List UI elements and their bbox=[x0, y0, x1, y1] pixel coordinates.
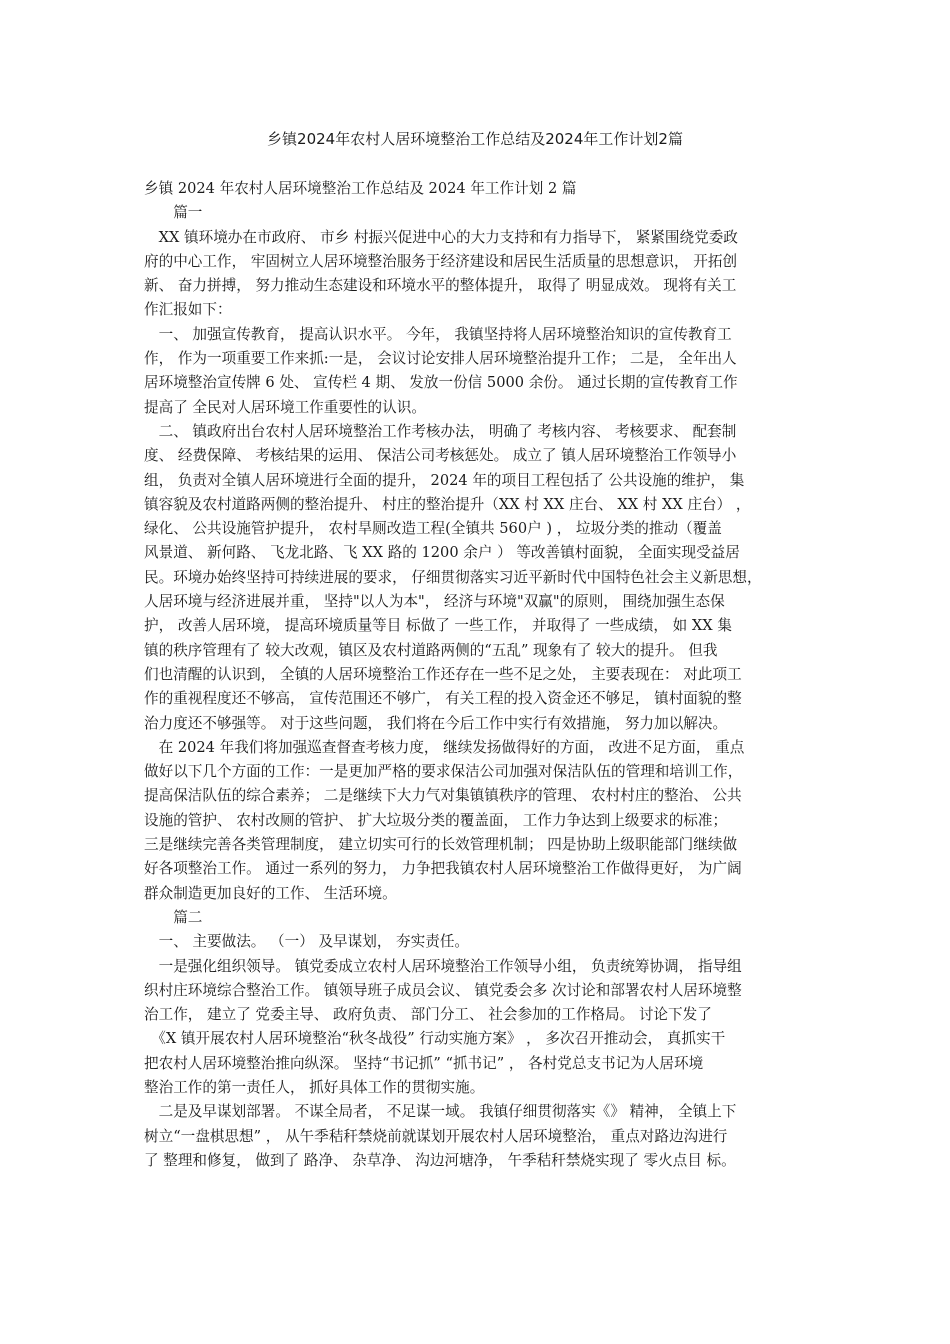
body-line: 一、 主要做法。 （一） 及早谋划， 夯实责任。 bbox=[144, 933, 470, 951]
body-line: 乡镇 2024 年农村人居环境整治工作总结及 2024 年工作计划 2 篇 bbox=[144, 180, 577, 197]
body-line: 新、 奋力拼搏， 努力推动生态建设和环境水平的整体提升， 取得了 明显成效。 现将有关工 bbox=[144, 277, 737, 295]
body-line: 提高了 全民对人居环境工作重要性的认识。 bbox=[144, 398, 426, 416]
body-line: 一是强化组织领导。 镇党委成立农村人居环境整治工作领导小组， 负责统筹协调， 指导组 bbox=[144, 957, 742, 975]
body-line: 绿化、 公共设施管护提升， 农村旱厕改造工程(全镇共 560户 ) ， 垃圾分类的推动（覆盖 bbox=[144, 520, 722, 538]
body-line: 们也清醒的认识到， 全镇的人居环境整治工作还存在一些不足之处， 主要表现在： 对此项工 bbox=[144, 665, 742, 683]
body-line: 篇一 bbox=[144, 204, 203, 222]
body-line: 镇的秩序管理有了 较大改观，镇区及农村道路两侧的“五乱” 现象有了 较大的提升。 但我 bbox=[144, 641, 718, 659]
body-line: 了 整理和修复， 做到了 路净、 杂草净、 沟边河塘净， 午季秸秆禁烧实现了 零火点目 标。 bbox=[144, 1151, 736, 1169]
body-line: 提高保洁队伍的综合素养； 二是继续下大力气对集镇镇秩序的管理、 农村村庄的整治、 公共 bbox=[144, 787, 742, 805]
body-line: 治工作， 建立了 党委主导、 政府负责、 部门分工、 社会参加的工作格局。 讨论下发了 bbox=[144, 1006, 712, 1024]
body-line: XX 镇环境办在市政府、 市乡 村振兴促进中心的大力支持和有力指导下， 紧紧围绕党委政 bbox=[144, 228, 738, 246]
body-line: 府的中心工作， 牢固树立人居环境整治服务于经济建设和居民生活质量的思想意识， 开拓创 bbox=[144, 252, 738, 270]
body-line: 篇二 bbox=[144, 908, 203, 926]
body-line: 把农村人居环境整治推向纵深。 坚持“书记抓” “抓书记” ， 各村党总支书记为人居环境 bbox=[144, 1054, 704, 1072]
body-line: 在 2024 年我们将加强巡查督查考核力度， 继续发扬做得好的方面， 改进不足方面， 重点 bbox=[144, 738, 745, 756]
body-line: 人居环境与经济进展并重， 坚持"以人为本"， 经济与环境"双赢"的原则， 围绕加强生态保 bbox=[144, 593, 725, 611]
body-line: 风景道、 新何路、 飞龙北路、飞 XX 路的 1200 余户 ） 等改善镇村面貌， 全面实现受益居 bbox=[144, 544, 740, 562]
body-line: 二是及早谋划部署。 不谋全局者， 不足谋一域。 我镇仔细贯彻落实《》 精神， 全镇上下 bbox=[144, 1103, 737, 1121]
document-title: 乡镇2024年农村人居环境整治工作总结及2024年工作计划2篇 bbox=[267, 130, 683, 148]
body-line: 三是继续完善各类管理制度， 建立切实可行的长效管理机制； 四是协助上级职能部门继续做 bbox=[144, 836, 738, 854]
body-line: 居环境整治宣传牌 6 处、 宣传栏 4 期、 发放一份信 5000 余份。 通过长期的宣传教育工作 bbox=[144, 374, 738, 392]
body-line: 镇容貌及农村道路两侧的整治提升、 村庄的整治提升（XX 村 XX 庄台、 XX 村 XX 庄台） ， bbox=[144, 495, 751, 513]
body-line: 好各项整治工作。 通过一系列的努力， 力争把我镇农村人居环境整治工作做得更好， 为广阔 bbox=[144, 860, 742, 878]
body-line: 治力度还不够强等。 对于这些问题， 我们将在今后工作中实行有效措施， 努力加以解决。 bbox=[144, 714, 728, 732]
body-line: 民。环境办始终坚持可持续进展的要求， 仔细贯彻落实习近平新时代中国特色社会主义新思想， bbox=[144, 568, 762, 586]
body-line: 二、 镇政府出台农村人居环境整治工作考核办法， 明确了 考核内容、 考核要求、 配套制 bbox=[144, 422, 737, 440]
body-line: 度、 经费保障、 考核结果的运用、 保洁公司考核惩处。 成立了 镇人居环境整治工作领导小 bbox=[144, 447, 737, 465]
body-line: 作， 作为一项重要工作来抓:一是， 会议讨论安排人居环境整治提升工作； 二是， 全年出人 bbox=[144, 350, 737, 368]
body-line: 作汇报如下： bbox=[144, 301, 232, 319]
body-line: 护， 改善人居环境， 提高环境质量等目 标做了 一些工作， 并取得了 一些成绩， 如 XX 集 bbox=[144, 617, 732, 635]
body-line: 组， 负责对全镇人居环境进行全面的提升， 2024 年的项目工程包括了 公共设施的维护， 集 bbox=[144, 471, 745, 489]
document-body bbox=[144, 177, 814, 1173]
body-line: 树立“一盘棋思想” ， 从午季秸秆禁烧前就谋划开展农村人居环境整治， 重点对路边沟进行 bbox=[144, 1127, 728, 1145]
body-line: 群众制造更加良好的工作、 生活环境。 bbox=[144, 884, 397, 902]
body-line: 设施的管护、 农村改厕的管护、 扩大垃圾分类的覆盖面， 工作力争达到上级要求的标准； bbox=[144, 811, 728, 829]
body-line: 《X 镇开展农村人居环境整治“秋冬战役” 行动实施方案》 ， 多次召开推动会， 真抓实干 bbox=[144, 1030, 726, 1048]
body-line: 做好以下几个方面的工作：一是更加严格的要求保洁公司加强对保洁队伍的管理和培训工作， bbox=[144, 763, 743, 781]
body-line: 一、 加强宣传教育， 提高认识水平。 今年， 我镇坚持将人居环境整治知识的宣传教育工 bbox=[144, 325, 732, 343]
body-line: 整治工作的第一责任人， 抓好具体工作的贯彻实施。 bbox=[144, 1078, 485, 1096]
body-line: 织村庄环境综合整治工作。 镇领导班子成员会议、 镇党委会多 次讨论和部署农村人居环境整 bbox=[144, 981, 742, 999]
body-line: 作的重视程度还不够高， 宣传范围还不够广， 有关工程的投入资金还不够足， 镇村面貌的整 bbox=[144, 690, 742, 708]
